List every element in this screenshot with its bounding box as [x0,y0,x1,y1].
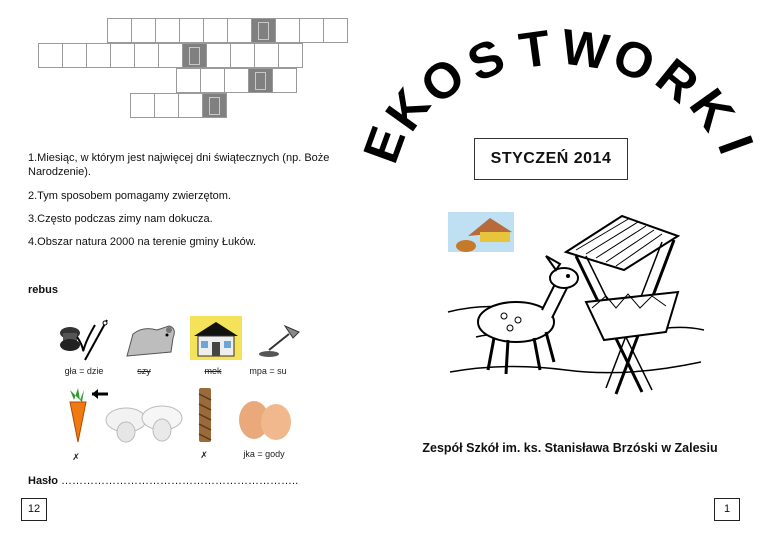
crossword-cell[interactable] [86,43,111,68]
crossword-cell[interactable] [224,68,249,93]
crossword-grid [0,0,400,130]
crossword-cell[interactable] [323,18,348,43]
house-icon [190,316,242,360]
title-letter: I [706,128,765,161]
crossword-cell[interactable] [110,43,135,68]
crossword-cell[interactable] [130,93,155,118]
crossword-key-cell[interactable] [251,18,276,43]
crossed-letter-1: ✗ [72,452,80,462]
clue-1: 1.Miesiąc, w którym jest najwięcej dni świątecznych (np. Boże Narodzenie). [28,152,330,178]
crossword-cell[interactable] [134,43,159,68]
crossword-cell[interactable] [154,93,179,118]
crossword-cell[interactable] [299,18,324,43]
crossword-cell[interactable] [275,18,300,43]
rebus-caption-5: jka = gody [243,449,285,459]
crossword-cell[interactable] [62,43,87,68]
rebus-caption-3: mek [204,366,222,376]
deer-icon [478,256,578,374]
color-preview-icon [448,212,514,260]
crossword-cell[interactable] [131,18,156,43]
crossword-key-cell[interactable] [182,43,207,68]
title-letter: W [558,18,613,81]
crossword-cell[interactable] [158,43,183,68]
crossword-cell[interactable] [155,18,180,43]
crossword-cell[interactable] [203,18,228,43]
clue-3: 3.Często podczas zimy nam dokucza. [28,213,213,225]
crossword-row [177,68,297,93]
mushroom-icon [104,402,186,444]
answer-label: Hasło [28,475,58,487]
egg-icon [234,398,296,442]
rebus-heading: rebus [28,284,58,296]
title-letter: O [605,26,663,94]
title-letter: T [515,19,554,80]
crossword-cell[interactable] [107,18,132,43]
clue-2: 2.Tym sposobem pomagamy zwierzętom. [28,190,231,202]
clue-4: 4.Obszar natura 2000 na terenie gminy Łuków. [28,236,257,248]
page-number-left: 12 [21,498,47,521]
rope-icon [196,388,214,442]
crossword-cell[interactable] [206,43,231,68]
needle-thread-icon [55,315,115,363]
school-name: Zespół Szkół im. ks. Stanisława Brzóski w Zalesiu [422,441,718,455]
mouse-icon [123,318,181,360]
answer-line [28,475,298,487]
title-letter: S [459,27,513,93]
deer-feeder-illustration [446,212,708,412]
title-letter: K [374,78,442,141]
lamp-icon [255,322,303,358]
rebus-caption-1: gła = dzie [64,366,104,376]
answer-dots: ……………………………………………………….. [61,475,299,487]
issue-date: STYCZEŃ 2014 [474,138,628,180]
crossword-key-cell[interactable] [202,93,227,118]
crossword-cell[interactable] [200,68,225,93]
crossword-cell[interactable] [272,68,297,93]
rebus-caption-2: szy [137,366,151,376]
title-letter: O [409,46,476,115]
title-letter: R [645,47,710,114]
crossword-row [108,18,348,43]
rebus-caption-4: mpa = su [249,366,287,376]
title-letter: E [352,119,417,170]
title-letter: K [678,78,746,141]
crossed-letter-2: ✗ [200,450,208,460]
crossword-row [131,93,227,118]
crossword-cell[interactable] [230,43,255,68]
crossword-cell[interactable] [179,18,204,43]
crossword-cell[interactable] [178,93,203,118]
crossword-key-cell[interactable] [248,68,273,93]
crossword-cell[interactable] [278,43,303,68]
crossword-cell[interactable] [254,43,279,68]
page-number-right: 1 [714,498,740,521]
crossword-row [39,43,303,68]
crossword-cell[interactable] [227,18,252,43]
crossword-cell[interactable] [176,68,201,93]
crossword-cell[interactable] [38,43,63,68]
